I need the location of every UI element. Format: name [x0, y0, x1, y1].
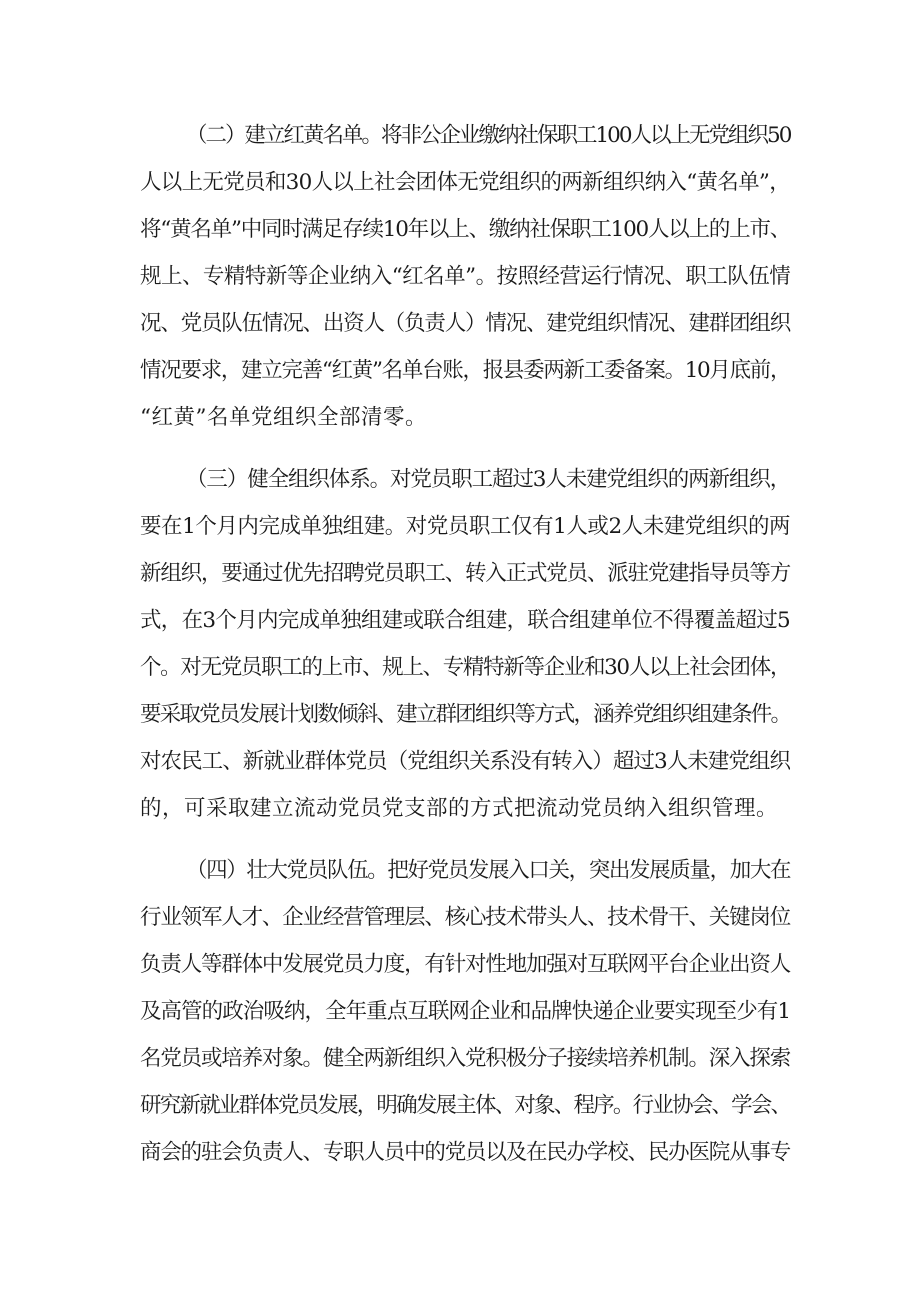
text-line: 况、党员队伍情况、出资人（负责人）情况、建党组织情况、建群团组织 [140, 311, 790, 336]
text-line: 要采取党员发展计划数倾斜、建立群团组织等方式，涵养党组织组建条件。 [140, 702, 790, 727]
text-line: 行业领军人才、企业经营管理层、核心技术带头人、技术骨干、关键岗位 [140, 905, 790, 930]
text-line: 负责人等群体中发展党员力度，有针对性地加强对互联网平台企业出资人 [140, 952, 790, 977]
text-line: 及高管的政治吸纳，全年重点互联网企业和品牌快递企业要实现至少有1 [140, 999, 790, 1024]
text-line: 研究新就业群体党员发展，明确发展主体、对象、程序。行业协会、学会、 [140, 1093, 790, 1118]
text-line: （二）建立红黄名单。将非公企业缴纳社保职工100人以上无党组织50 [186, 123, 791, 148]
text-line: 人以上无党员和30人以上社会团体无党组织的两新组织纳入“黄名单”， [140, 170, 790, 195]
text-line: 规上、专精特新等企业纳入“红名单”。按照经营运行情况、职工队伍情 [140, 264, 790, 289]
text-line: “红黄”名单党组织全部清零。 [140, 405, 427, 430]
text-line: （三）健全组织体系。对党员职工超过3人未建党组织的两新组织， [186, 467, 790, 492]
text-line: 要在1个月内完成单独组建。对党员职工仅有1人或2人未建党组织的两 [140, 514, 790, 539]
text-line: 将“黄名单”中同时满足存续10年以上、缴纳社保职工100人以上的上市、 [140, 217, 790, 242]
text-line: 式，在3个月内完成单独组建或联合组建，联合组建单位不得覆盖超过5 [140, 608, 790, 633]
text-line: （四）壮大党员队伍。把好党员发展入口关，突出发展质量，加大在 [186, 858, 790, 883]
text-line: 对农民工、新就业群体党员（党组织关系没有转入）超过3人未建党组织 [140, 749, 790, 774]
text-line: 商会的驻会负责人、专职人员中的党员以及在民办学校、民办医院从事专 [140, 1140, 790, 1165]
text-line: 个。对无党员职工的上市、规上、专精特新等企业和30人以上社会团体， [140, 655, 790, 680]
text-line: 的，可采取建立流动党员党支部的方式把流动党员纳入组织管理。 [140, 796, 779, 821]
text-line: 情况要求，建立完善“红黄”名单台账，报县委两新工委备案。10月底前， [140, 358, 790, 383]
text-line: 新组织，要通过优先招聘党员职工、转入正式党员、派驻党建指导员等方 [140, 561, 790, 586]
text-line: 名党员或培养对象。健全两新组织入党积极分子接续培养机制。深入探索 [140, 1046, 790, 1071]
